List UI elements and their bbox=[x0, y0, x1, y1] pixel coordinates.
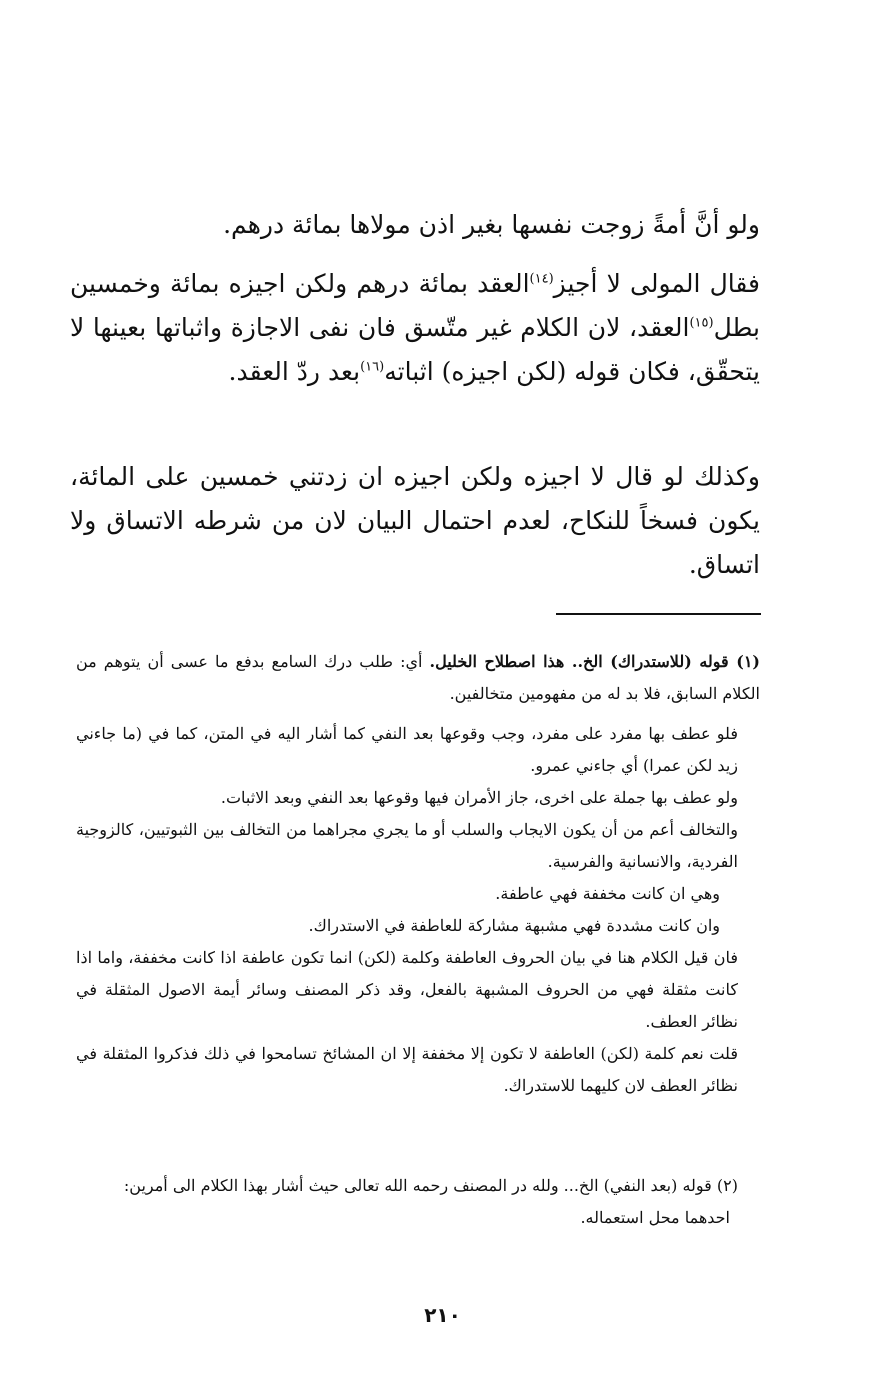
footnote-body-a bbox=[76, 718, 760, 1102]
paragraph-2-part-c: العقد، لان الكلام غير متّسق فان نفى الاجازة واثباتها بعينها لا يتحقّق، فكان قوله (لكن اجيزه) اثباته bbox=[70, 313, 760, 386]
main-paragraph-2 bbox=[70, 262, 760, 394]
footnote-line-7: فان قيل الكلام هنا في بيان الحروف العاطفة وكلمة (لكن) انما تكون عاطفة اذا كانت مخففة، واما اذا كانت مثقلة فهي من الحروف المشبهة بالفعل، وقد ذكر المصنف وسائر أيمة الاصول المثقلة في نظائر العطف. bbox=[76, 948, 738, 1031]
footnote-ref-14: (١٤) bbox=[529, 271, 554, 287]
footnote-ref-15: (١٥) bbox=[689, 315, 714, 331]
paragraph-2-part-a: فقال المولى لا أجيز bbox=[553, 269, 760, 298]
footnote-line-3: ولو عطف بها جملة على اخرى، جاز الأمران فيها وقوعها بعد النفي وبعد الاثبات. bbox=[220, 788, 738, 807]
footnote-line-2: فلو عطف بها مفرد على مفرد، وجب وقوعها بعد النفي كما أشار اليه في المتن، كما في (ما جاءني زيد لكن عمرا) أي جاءني عمرو. bbox=[76, 724, 738, 775]
footnote-1 bbox=[76, 646, 760, 710]
footnote-1-text bbox=[76, 646, 760, 710]
main-paragraph-3: وكذلك لو قال لا اجيزه ولكن اجيزه ان زدتني خمسين على المائة، يكون فسخاً للنكاح، لعدم احتمال البيان لان من شرطه الاتساق ولا اتساق. bbox=[70, 462, 760, 579]
footnote-line-10: احدهما محل استعماله. bbox=[580, 1208, 730, 1227]
footnote-ref-16: (١٦) bbox=[360, 359, 385, 375]
footnote-1-heading: (١) قوله (للاستدراك) الخ.. هذا اصطلاح الخليل. bbox=[429, 652, 760, 671]
page-number: ٢١٠ bbox=[424, 1303, 461, 1327]
footnote-line-6: وان كانت مشددة فهي مشبهة مشاركة للعاطفة في الاستدراك. bbox=[308, 916, 720, 935]
footnote-line-8: قلت نعم كلمة (لكن) العاطفة لا تكون إلا مخففة إلا ان المشائخ تسامحوا في ذلك فذكروا المثقلة في نظائر العطف لان كليهما للاستدراك. bbox=[76, 1044, 739, 1095]
footnote-2 bbox=[76, 1170, 760, 1234]
footnote-2-text: (٢) قوله (بعد النفي) الخ... ولله در المصنف رحمه الله تعالى حيث أشار بهذا الكلام الى أمرين: bbox=[123, 1176, 738, 1195]
footnote-line-4: والتخالف أعم من أن يكون الايجاب والسلب أو ما يجري مجراهما من التخالف بين الثبوتيين، كالزوجية الفردية، والانسانية والفرسية. bbox=[76, 820, 738, 871]
paragraph-2-part-b: العقد بمائة درهم ولكن اجيزه بمائة وخمسين بطل bbox=[70, 269, 760, 342]
paragraph-2-part-d: بعد ردّ العقد. bbox=[228, 357, 361, 386]
main-paragraph-1: ولو أنَّ أمةً زوجت نفسها بغير اذن مولاها بمائة درهم. bbox=[223, 210, 760, 239]
footnote-line-5: وهي ان كانت مخففة فهي عاطفة. bbox=[495, 884, 720, 903]
footnote-separator bbox=[556, 613, 761, 615]
footnote-1-body: أي: طلب درك السامع بدفع ما عسى أن يتوهم من الكلام السابق، فلا بد له من مفهومين متخالفين. bbox=[76, 652, 760, 703]
